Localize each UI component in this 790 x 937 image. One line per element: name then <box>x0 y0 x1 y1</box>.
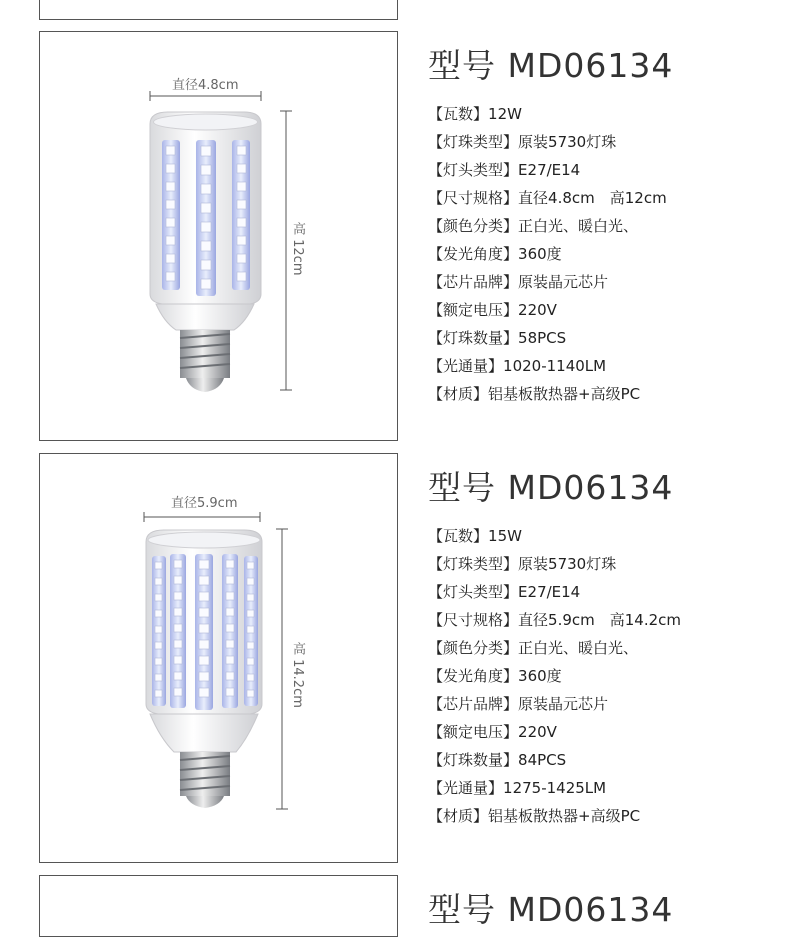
model-title: 型号 MD06134 <box>428 890 674 929</box>
spec-item: 【 灯头类型 】 E27/E14 <box>428 578 681 606</box>
spec-item: 【 光通量 】 1275-1425LM <box>428 774 681 802</box>
diameter-label: 直径5.9cm <box>171 496 238 511</box>
corn-bulb-image <box>40 32 397 440</box>
spec-item: 【 材质 】 铝基板散热器+高级PC <box>428 802 681 830</box>
spec-item: 【 发光角度 】 360度 <box>428 240 673 268</box>
product-image-frame-1 <box>39 31 398 441</box>
height-label: 高 12cm <box>290 222 305 276</box>
spec-item: 【 尺寸规格 】 直径4.8cm 高12cm <box>428 184 673 212</box>
spec-item: 【 灯珠数量 】 58PCS <box>428 324 673 352</box>
spec-item: 【 尺寸规格 】 直径5.9cm 高14.2cm <box>428 606 681 634</box>
previous-product-frame <box>39 0 398 20</box>
product-spec-2 <box>428 468 681 830</box>
spec-item: 【 灯头类型 】 E27/E14 <box>428 156 673 184</box>
spec-item: 【 灯珠类型 】 原装5730灯珠 <box>428 550 681 578</box>
product-image-frame-3 <box>39 875 398 937</box>
diameter-label: 直径4.8cm <box>172 78 239 93</box>
corn-bulb-image <box>40 454 397 862</box>
spec-item: 【 额定电压 】 220V <box>428 718 681 746</box>
spec-item: 【 发光角度 】 360度 <box>428 662 681 690</box>
spec-item: 【 芯片品牌 】 原装晶元芯片 <box>428 690 681 718</box>
product-spec-3 <box>428 890 673 930</box>
model-title: 型号 MD06134 <box>428 46 674 85</box>
spec-item: 【 颜色分类 】 正白光、暖白光、 <box>428 634 681 662</box>
spec-item: 【 颜色分类 】 正白光、暖白光、 <box>428 212 673 240</box>
product-image-frame-2 <box>39 453 398 863</box>
height-label: 高 14.2cm <box>290 642 305 708</box>
spec-item: 【 光通量 】 1020-1140LM <box>428 352 673 380</box>
model-title: 型号 MD06134 <box>428 468 674 507</box>
spec-item: 【 灯珠类型 】 原装5730灯珠 <box>428 128 673 156</box>
spec-list <box>428 522 681 830</box>
spec-list <box>428 100 673 408</box>
spec-item: 【 额定电压 】 220V <box>428 296 673 324</box>
spec-item: 【 瓦数 】 12W <box>428 100 673 128</box>
spec-item: 【 灯珠数量 】 84PCS <box>428 746 681 774</box>
spec-item: 【 瓦数 】 15W <box>428 522 681 550</box>
spec-item: 【 材质 】 铝基板散热器+高级PC <box>428 380 673 408</box>
spec-item: 【 芯片品牌 】 原装晶元芯片 <box>428 268 673 296</box>
product-spec-1 <box>428 46 673 408</box>
